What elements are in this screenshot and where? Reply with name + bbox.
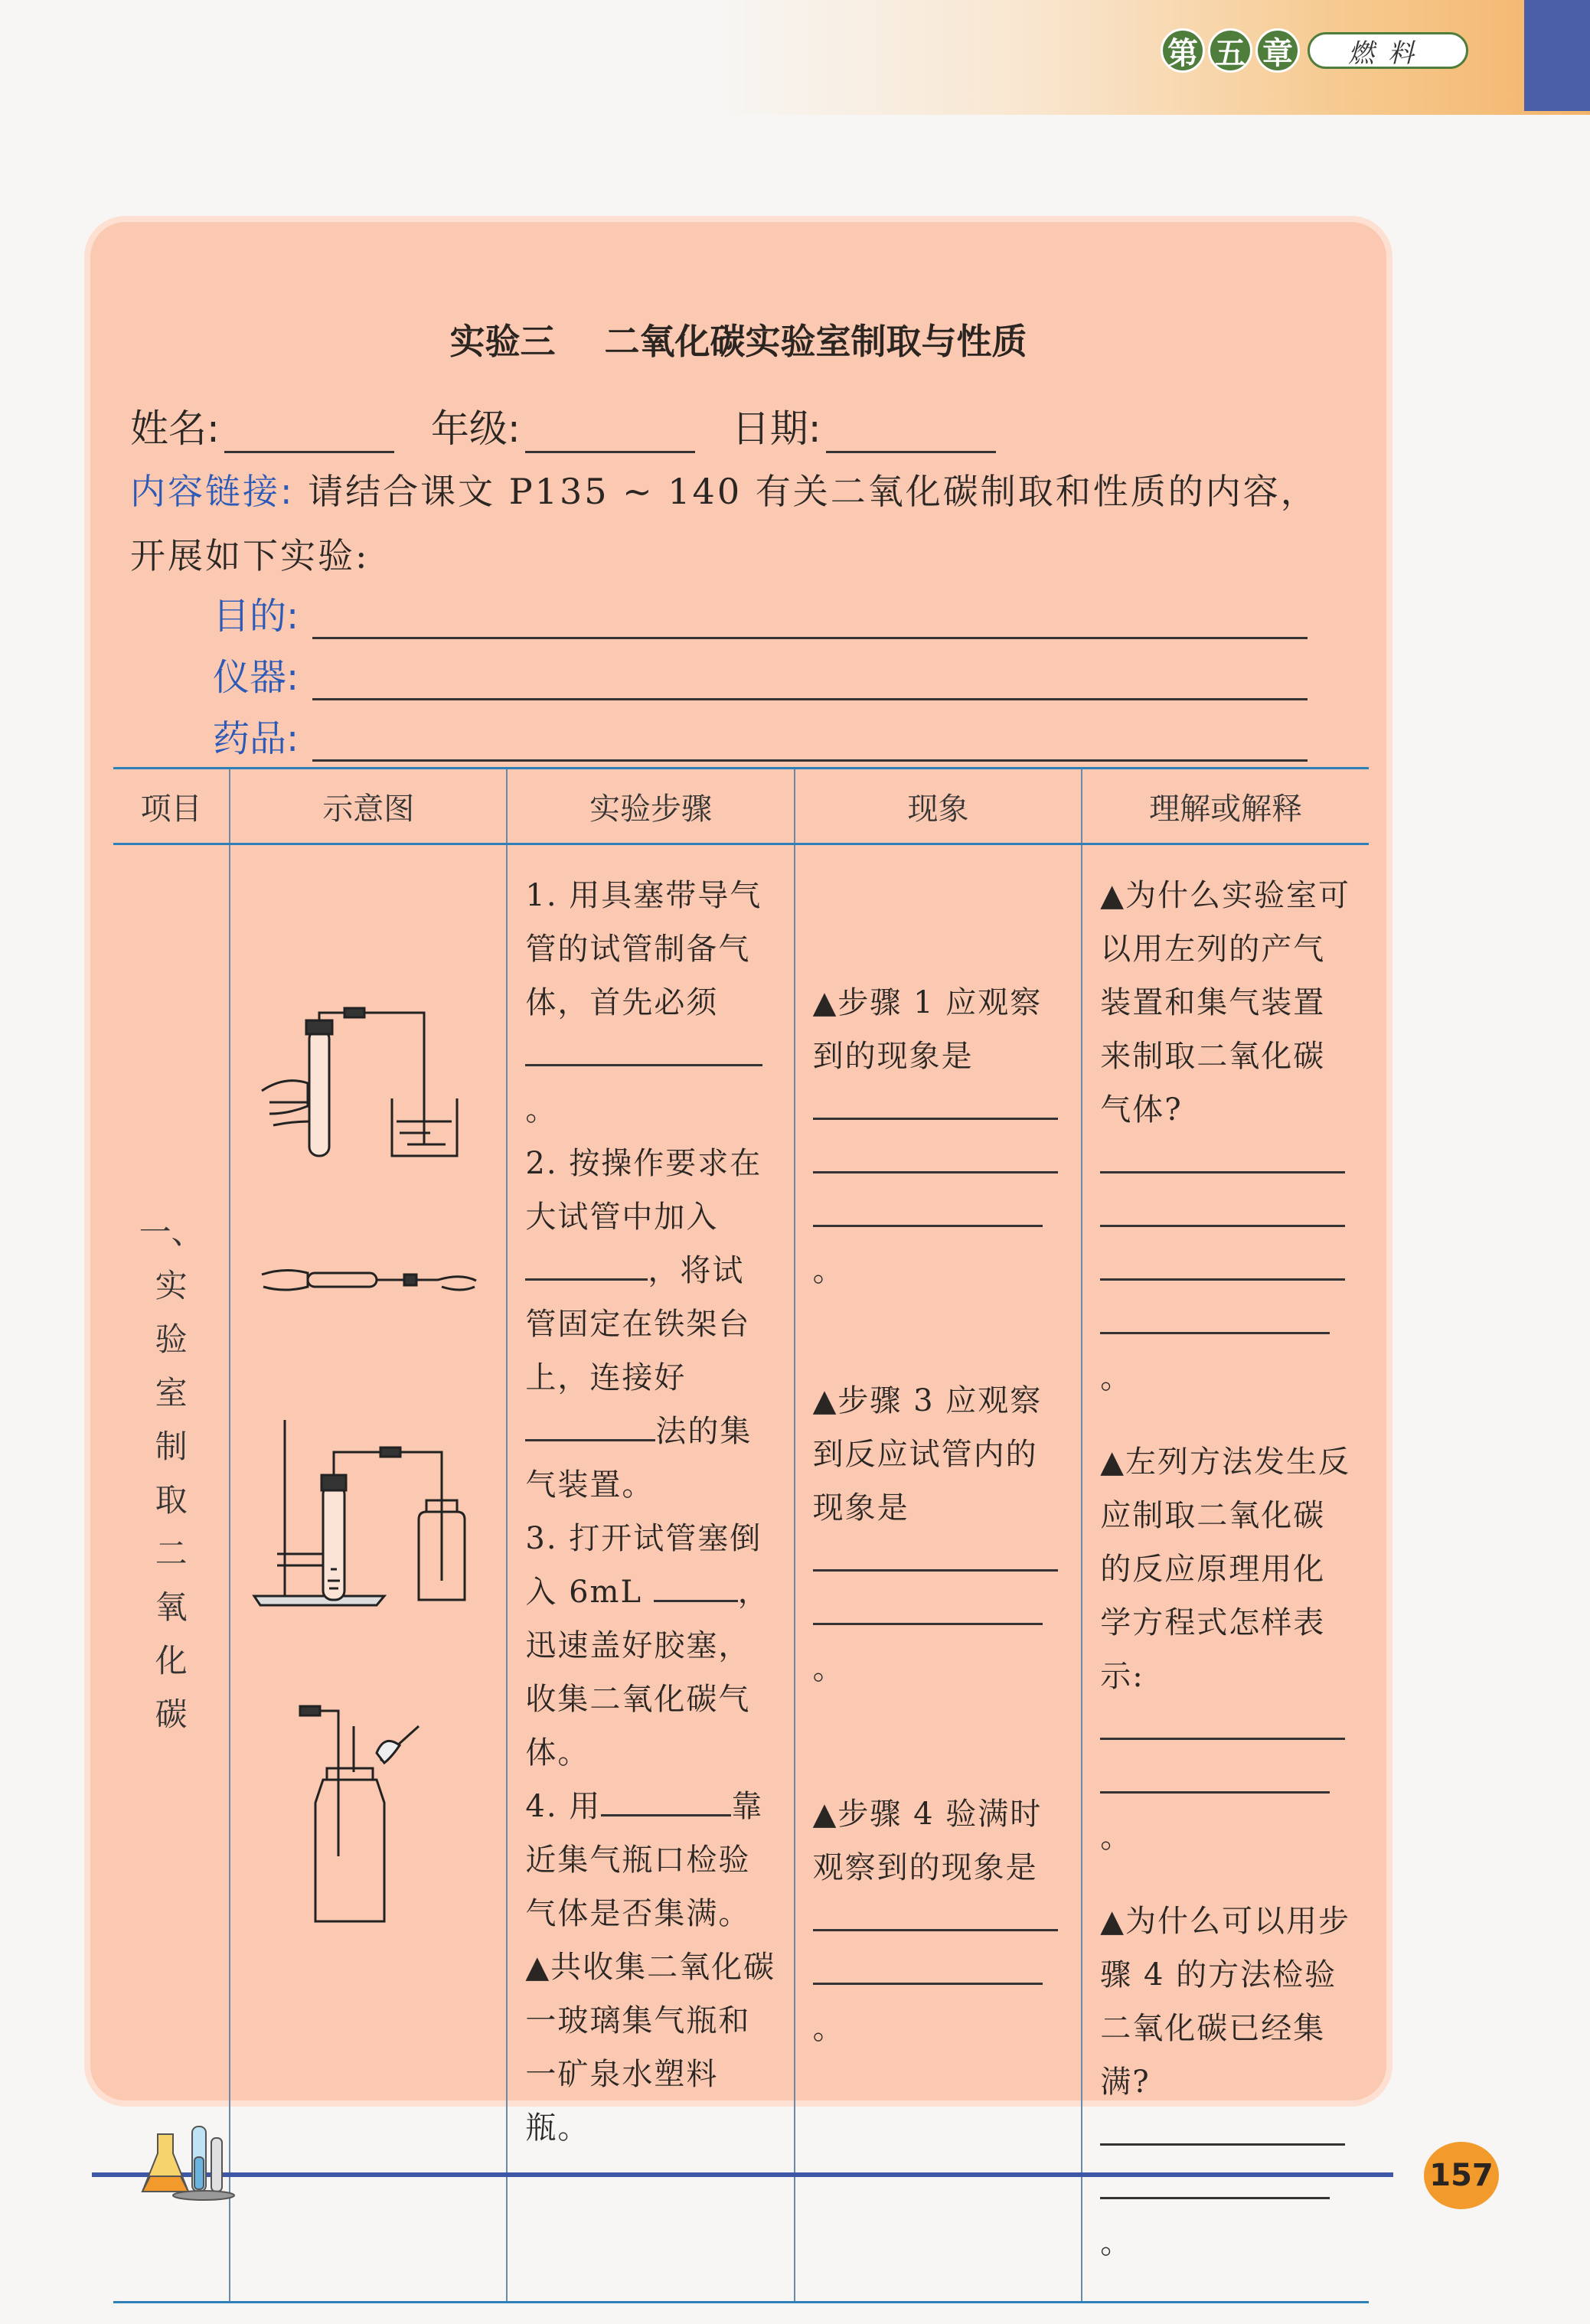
explanation-1-blank[interactable] (1100, 1194, 1345, 1227)
equipment-row (213, 648, 1308, 700)
explanation-cell (1082, 844, 1369, 2303)
observation-3-blank[interactable] (813, 1592, 1043, 1625)
grade-label: 年级: (430, 406, 521, 451)
observation-4 (813, 1787, 1064, 2055)
content-link-label: 内容链接: (130, 471, 295, 512)
content-link (130, 459, 1355, 588)
item-number: 一、 (139, 1213, 204, 1251)
reagents-row (213, 709, 1308, 762)
step-3-text-b: ，迅速盖好胶塞，收集二氧化碳气体。 (525, 1575, 770, 1771)
explanation-2-blank[interactable] (1100, 1761, 1330, 1794)
observation-1 (813, 976, 1064, 1297)
item-char: 取 (155, 1481, 188, 1519)
footer-rule (92, 2172, 1393, 2177)
full-check-figure (254, 1703, 484, 1940)
date-label: 日期: (731, 406, 821, 451)
period: 。 (812, 2011, 845, 2046)
item-char: 氧 (155, 1588, 188, 1626)
observation-3-text: ▲步骤 3 应观察到反应试管内的现象是 (812, 1383, 1043, 1526)
header-blue-tab (1524, 0, 1590, 111)
airtightness-check-figure (254, 999, 484, 1175)
period: 。 (812, 1253, 845, 1288)
step-2-blank-b[interactable] (525, 1408, 655, 1441)
lab-flask-icon (135, 2119, 242, 2203)
step-4-text: 4. 用 (525, 1789, 602, 1824)
step-1-end: 。 (525, 1092, 558, 1128)
period: 。 (812, 1651, 845, 1686)
explanation-2 (1100, 1435, 1351, 1864)
step-2-text: 2. 按操作要求在大试管中加入 (525, 1146, 762, 1235)
content-link-text: 请结合课文 P135 ~ 140 有关二氧化碳制取和性质的内容，开展如下实验: (130, 471, 1318, 576)
figure-cell (230, 844, 507, 2303)
purpose-label: 目的: (213, 595, 299, 638)
table-row (113, 844, 1369, 2303)
item-char: 室 (155, 1374, 188, 1412)
observation-cell (795, 844, 1082, 2303)
chapter-char: 第 (1161, 28, 1205, 73)
observation-4-blank[interactable] (813, 1952, 1043, 1985)
item-char: 验 (155, 1320, 188, 1358)
item-label (114, 846, 228, 1741)
chapter-char: 五 (1208, 28, 1252, 73)
student-info-row (130, 398, 1033, 453)
purpose-row (213, 586, 1308, 639)
purpose-blank[interactable] (312, 606, 1308, 639)
header-item: 项目 (113, 769, 230, 844)
item-char: 实 (155, 1267, 188, 1304)
step-3-text: 3. 打开试管塞倒入 6mL (525, 1521, 762, 1610)
explanation-3-blank[interactable] (1100, 2113, 1345, 2146)
header-figure: 示意图 (230, 769, 507, 844)
step-4-text-b: 靠近集气瓶口检验气体是否集满。 (525, 1789, 764, 1931)
explanation-1-blank[interactable] (1100, 1141, 1345, 1173)
observation-3 (813, 1374, 1064, 1696)
explanation-2-text: ▲左列方法发生反应制取二氧化碳的反应原理用化学方程式怎样表示: (1100, 1444, 1351, 1694)
stopper-insertion-figure (254, 1252, 484, 1313)
explanation-1-text: ▲为什么实验室可以用左列的产气装置和集气装置来制取二氧化碳气体? (1100, 878, 1351, 1128)
observation-1-blank[interactable] (813, 1087, 1058, 1120)
observation-4-blank[interactable] (813, 1898, 1058, 1931)
step-4-blank[interactable] (601, 1784, 731, 1816)
explanation-1 (1100, 869, 1351, 1405)
worksheet-card (90, 222, 1386, 2260)
item-char: 制 (155, 1428, 188, 1465)
steps-text (508, 846, 792, 2155)
item-char: 二 (155, 1535, 188, 1572)
step-2-text-b: ，将试管固定在铁架台上，连接好 (525, 1253, 751, 1395)
item-char: 碳 (155, 1696, 188, 1733)
grade-blank[interactable] (525, 417, 695, 453)
step-1-blank[interactable] (525, 1033, 762, 1066)
name-label: 姓名: (130, 406, 220, 451)
observation-4-text: ▲步骤 4 验满时观察到的现象是 (812, 1797, 1043, 1885)
observation-3-blank[interactable] (813, 1539, 1058, 1572)
header-steps: 实验步骤 (507, 769, 794, 844)
header-explanation: 理解或解释 (1082, 769, 1369, 844)
item-char: 化 (155, 1642, 188, 1679)
worksheet-title: 实验三 二氧化碳实验室制取与性质 (449, 321, 1027, 362)
chapter-char: 章 (1255, 28, 1300, 73)
step-2-text-c: 法的集气装置。 (525, 1414, 753, 1503)
explanation-3-blank[interactable] (1100, 2166, 1330, 2199)
figure-area (231, 846, 505, 2078)
period: 。 (1100, 2225, 1133, 2260)
observation-1-blank[interactable] (813, 1141, 1058, 1173)
reagents-label: 药品: (213, 717, 299, 760)
explanation-1-blank[interactable] (1100, 1248, 1345, 1281)
name-blank[interactable] (224, 417, 394, 453)
equipment-blank[interactable] (312, 667, 1308, 700)
page-number: 157 (1424, 2142, 1499, 2209)
period: 。 (1100, 1360, 1133, 1395)
experiment-table (113, 767, 1369, 2303)
period: 。 (1100, 1820, 1133, 1855)
step-2-blank-a[interactable] (525, 1248, 648, 1281)
reagents-blank[interactable] (312, 729, 1308, 762)
gas-generation-figure (246, 1405, 491, 1611)
step-3-blank[interactable] (654, 1569, 738, 1602)
step-1-text: 1. 用具塞带导气管的试管制备气体，首先必须 (525, 878, 762, 1020)
explanation-3 (1100, 1895, 1351, 2270)
observation-1-blank[interactable] (813, 1194, 1043, 1227)
equipment-label: 仪器: (213, 656, 299, 699)
chapter-topic: 燃料 (1308, 32, 1468, 69)
collection-note: ▲共收集二氧化碳一玻璃集气瓶和一矿泉水塑料瓶。 (525, 1950, 776, 2146)
explanation-1-blank[interactable] (1100, 1301, 1330, 1334)
item-cell (113, 844, 230, 2303)
observation-text (796, 846, 1081, 2055)
explanation-2-blank[interactable] (1100, 1707, 1345, 1740)
explanation-3-text: ▲为什么可以用步骤 4 的方法检验二氧化碳已经集满? (1100, 1904, 1351, 2100)
chapter-badge (1161, 29, 1468, 72)
header-observation: 现象 (795, 769, 1082, 844)
date-blank[interactable] (826, 417, 996, 453)
observation-1-text: ▲步骤 1 应观察到的现象是 (812, 985, 1043, 1074)
table-header-row (113, 769, 1369, 844)
explanation-text (1083, 846, 1368, 2270)
steps-cell (507, 844, 794, 2303)
